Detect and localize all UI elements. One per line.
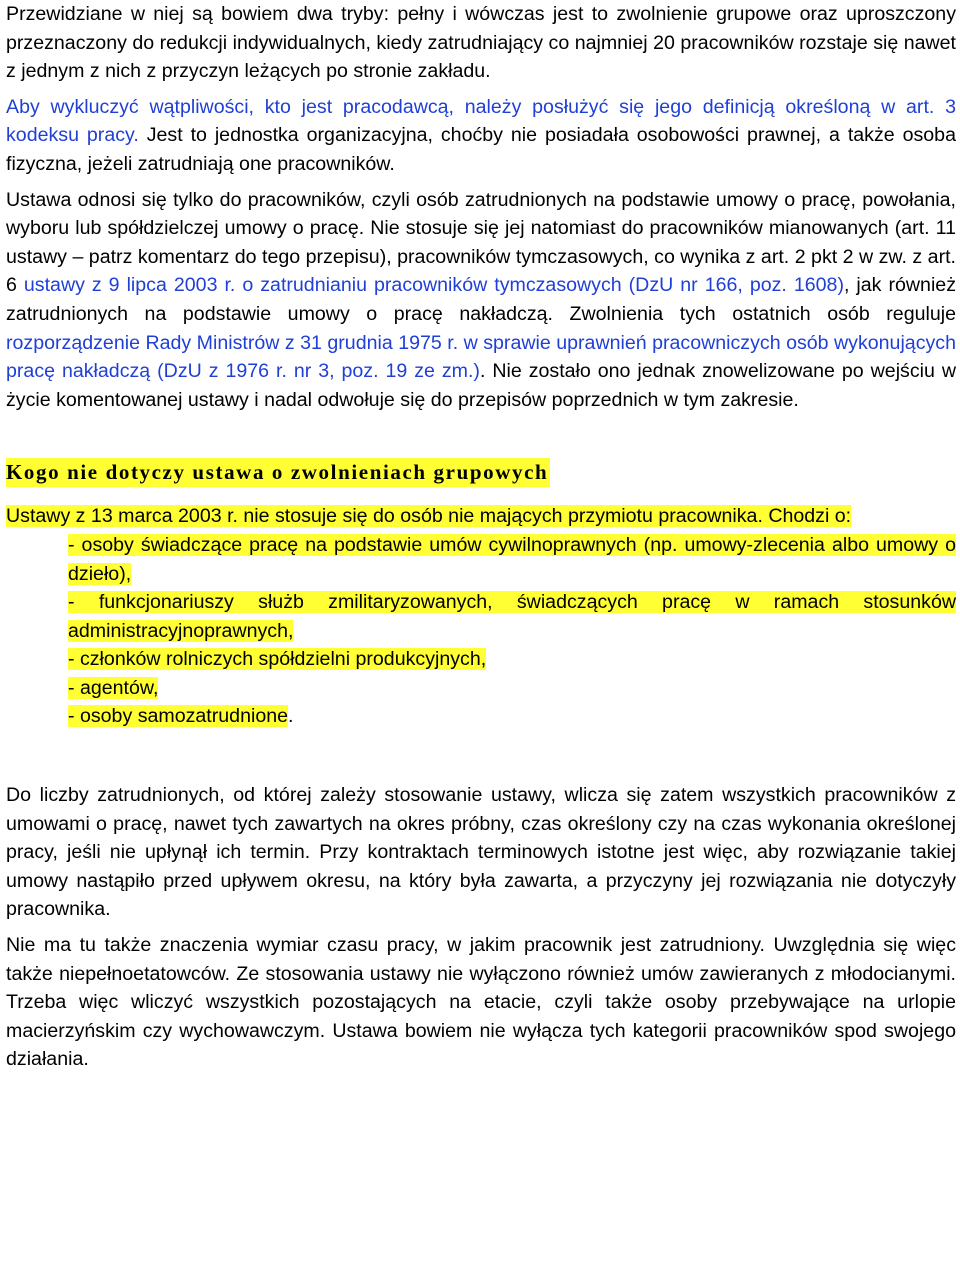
section-heading: Kogo nie dotyczy ustawa o zwolnieniach grupowych (6, 458, 550, 487)
scope-text-2: , jak również zatrudnionych na podstawie umowy o pracę nakładczą. Zwolnienia tych ostatnich osób reguluje (6, 274, 956, 325)
employer-definition-body: Jest to jednostka organizacyjna, choćby nie posiadała osobowości prawnej, a także osoba fizyczna, jeżeli zatrudniają one pracowników. (6, 124, 956, 175)
exclusion-final-dot: . (288, 705, 294, 728)
exclusion-item: - agentów, (68, 676, 159, 699)
paragraph-scope (6, 186, 956, 415)
paragraph-working-time: Nie ma tu także znaczenia wymiar czasu pracy, w jakim pracownik jest zatrudniony. Uwzględnia się więc także niepełnoetatowców. Ze stosowania ustawy nie wyłączono również umów zawieranych z młodocianymi. Trzeba więc wliczyć wszystkich pozostających na etacie, czyli także osoby przebywające na urlopie macierzyńskim czy wychowawczym. Ustawa bowiem nie wyłącza tych kategorii pracowników spod swojego działania. (6, 934, 956, 1071)
scope-text-3: . Nie zostało ono jednak znowelizowane po wejściu w życie komentowanej ustawy i nadal odwołuje się do przepisów poprzednich w tym zakresie. (6, 360, 956, 411)
paragraph-headcount: Do liczby zatrudnionych, od której zależy stosowanie ustawy, wlicza się zatem wszystkich pracowników z umowami o pracę, nawet tych zawartych na okres próbny, czas określony czy na czas wykonania określonej pracy, jeśli nie upłynął ich termin. Przy kontraktach terminowych istotne jest więc, aby rozwiązanie takiej umowy nastąpiło przed upływem okresu, na który była zawarta, a przyczyny jej rozwiązania nie dotyczyły pracownika. (6, 784, 956, 921)
exclusion-item: - funkcjonariuszy służb zmilitaryzowanych, świadczących pracę w ramach stosunków administracyjnoprawnych, (68, 591, 956, 642)
exclusions-intro: Ustawy z 13 marca 2003 r. nie stosuje się do osób nie mających przymiotu pracownika. Chodzi o: (6, 505, 852, 528)
link-council-regulation[interactable]: rozporządzenie Rady Ministrów z 31 grudnia 1975 r. w sprawie uprawnień pracowniczych osób wykonujących pracę nakładczą (DzU z 1976 r. nr 3, poz. 19 ze zm.) (6, 331, 956, 383)
paragraph-modes: Przewidziane w niej są bowiem dwa tryby: pełny i wówczas jest to zwolnienie grupowe oraz uproszczony przeznaczony do redukcji indywidualnych, kiedy zatrudniający co najmniej 20 pracowników rozstaje się nawet z jednym z nich z przyczyn leżących po stronie zakładu. (6, 3, 956, 83)
employer-definition-text: Aby wykluczyć wątpliwości, kto jest pracodawcą, należy posłużyć się jego definicją określoną w art. 3 kodeksu pracy. (6, 95, 956, 147)
scope-text-1: Ustawa odnosi się tylko do pracowników, czyli osób zatrudnionych na podstawie umowy o pracę, powołania, wyboru lub spółdzielczej umowy o pracę. Nie stosuje się jej natomiast do pracowników mianowanych (art. 11 ustawy – patrz komentarz do tego przepisu), pracowników tymczasowych, co wynika z art. 2 pkt 2 w zw. z art. 6 (6, 188, 956, 297)
exclusion-item: - osoby samozatrudnione. (68, 705, 294, 728)
document-page (6, 0, 956, 1074)
heading-wrap (6, 458, 956, 487)
exclusion-item: - osoby świadczące pracę na podstawie umów cywilnoprawnych (np. umowy-zlecenia albo umowy o dzieło), (68, 533, 956, 585)
paragraph-exclusions (6, 502, 956, 531)
paragraph-employer-definition (6, 93, 956, 179)
exclusion-item: - członków rolniczych spółdzielni produkcyjnych, (68, 648, 487, 671)
link-temporary-workers-act[interactable]: ustawy z 9 lipca 2003 r. o zatrudnianiu pracowników tymczasowych (DzU nr 166, poz. 1608) (23, 274, 844, 297)
